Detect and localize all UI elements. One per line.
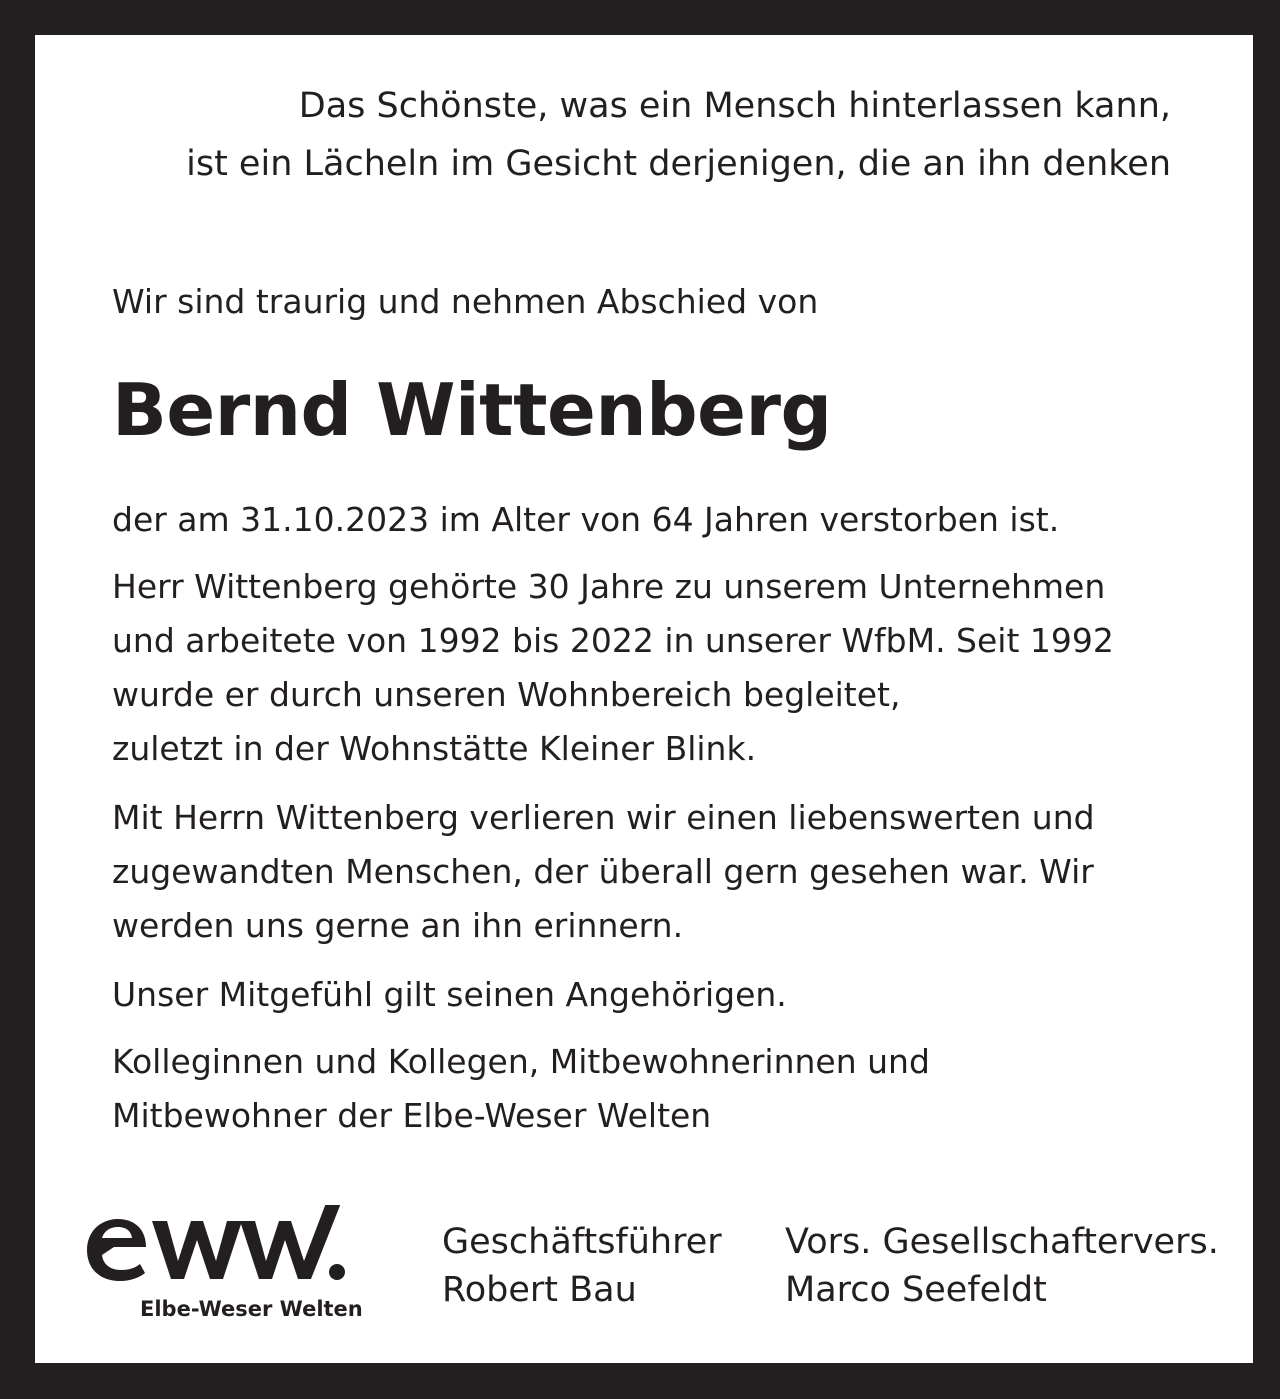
- deceased-name: Bernd Wittenberg: [112, 368, 832, 452]
- text-line: wurde er durch unseren Wohnbereich begleitet,: [112, 675, 901, 714]
- text-line: Mit Herrn Wittenberg verlieren wir einen liebenswerten und: [112, 798, 1095, 837]
- eww-wordmark-graphic: [80, 1205, 350, 1295]
- signature-chairman: [785, 1218, 1219, 1314]
- eww-logo: [80, 1205, 363, 1321]
- signature-managing-director: [442, 1218, 722, 1314]
- signature-role: Vors. Gesellschaftervers.: [785, 1222, 1219, 1262]
- text-line: werden uns gerne an ihn erinnern.: [112, 906, 684, 945]
- motto-line: Das Schönste, was ein Mensch hinterlassen kann,: [298, 86, 1171, 126]
- condolence-text: Unser Mitgefühl gilt seinen Angehörigen.: [112, 975, 787, 1014]
- logo-subtitle: Elbe-Weser Welten: [140, 1297, 363, 1321]
- text-line: zugewandten Menschen, der überall gern gesehen war. Wir: [112, 852, 1094, 891]
- text-line: und arbeitete von 1992 bis 2022 in unserer WfbM. Seit 1992: [112, 621, 1114, 660]
- motto-quote: [186, 77, 1171, 193]
- obituary-card: [35, 35, 1253, 1363]
- motto-line: ist ein Lächeln im Gesicht derjenigen, die an ihn denken: [186, 144, 1171, 184]
- text-line: Kolleginnen und Kollegen, Mitbewohnerinnen und: [112, 1042, 930, 1081]
- signature-name: Marco Seefeldt: [785, 1270, 1047, 1310]
- signature-role: Geschäftsführer: [442, 1222, 722, 1262]
- text-line: Herr Wittenberg gehörte 30 Jahre zu unserem Unternehmen: [112, 567, 1106, 606]
- biography-paragraph: [112, 560, 1114, 776]
- tribute-paragraph: [112, 791, 1095, 953]
- signature-name: Robert Bau: [442, 1270, 637, 1310]
- text-line: zuletzt in der Wohnstätte Kleiner Blink.: [112, 729, 757, 768]
- intro-text: Wir sind traurig und nehmen Abschied von: [112, 282, 819, 321]
- text-line: Mitbewohner der Elbe-Weser Welten: [112, 1096, 712, 1135]
- signoff-text: [112, 1035, 930, 1143]
- death-notice: der am 31.10.2023 im Alter von 64 Jahren verstorben ist.: [112, 500, 1060, 539]
